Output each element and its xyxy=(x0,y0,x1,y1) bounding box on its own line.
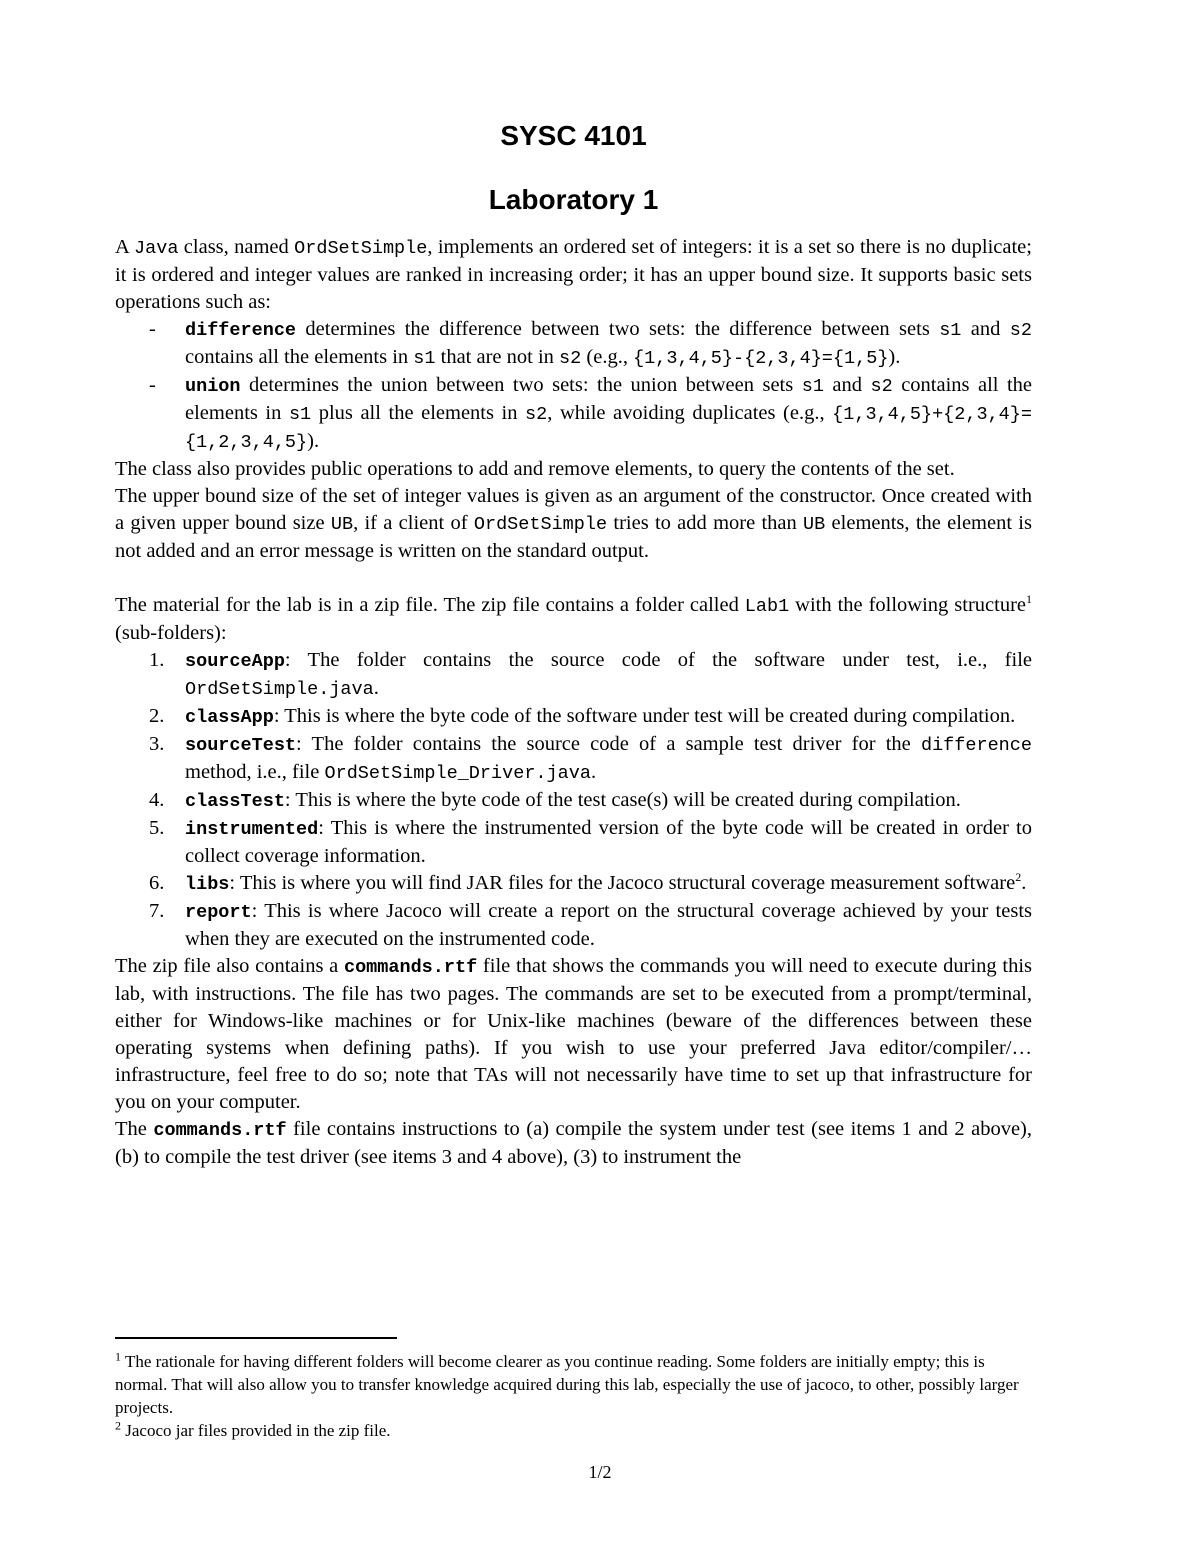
list-item: 2. classApp: This is where the byte code of the software under test will be created during compilation. xyxy=(149,705,1016,728)
list-item: 1. sourceApp: The folder contains the source code of the software under test, i.e., file OrdSetSimple.java. xyxy=(149,649,1032,700)
paragraph-spacer xyxy=(115,565,1032,592)
footnote-2: $^2$ Jacoco jar files provided in the zip file. xyxy=(115,1418,391,1440)
list-item-difference: - difference determines the difference between two sets: the difference between sets s1 and s2 contains all the elements in s1 that are not in s2 (e.g., {1,3,4,5}-{2,3,4}={1,5}). xyxy=(185,316,1032,372)
list-item: 3. sourceTest: The folder contains the source code of a sample test driver for the difference method, i.e., file OrdSetSimple_Driver.java. xyxy=(149,733,1032,784)
document-page xyxy=(115,112,1032,1171)
list-item: 6. libs: This is where you will find JAR files for the Jacoco structural coverage measurement software$^2$. xyxy=(149,870,1027,895)
upper-bound-paragraph: The upper bound size of the set of integer values is given as an argument of the constructor. Once created with a given upper bound size UB, if a client of OrdSetSimple tries to add more than UB elements, the element is not added and an error message is written on the standard output. xyxy=(115,485,1032,562)
material-paragraph: The material for the lab is in a zip file. The zip file contains a folder called Lab1 with the following structure$^1$ (sub-folders): xyxy=(115,592,1032,644)
operations-list xyxy=(115,316,1032,456)
footnotes xyxy=(115,1350,1032,1442)
page-subtitle: Laboratory 1 xyxy=(488,184,659,215)
folder-list xyxy=(115,647,1032,953)
footnote-ref-1: 1 xyxy=(1026,592,1032,607)
page-number: 1/2 xyxy=(588,1462,612,1482)
list-item: 4. classTest: This is where the byte code of the test case(s) will be created during compilation. xyxy=(149,789,961,812)
commands-paragraph: The zip file also contains a commands.rtf file that shows the commands you will need to execute during this lab, with instructions. The file has two pages. The commands are set to be executed from a prompt/terminal, either for Windows-like machines or for Unix-like machines (beware of the differences between these operating systems when defining paths). If you wish to use your preferred Java editor/compiler/… infrastructure, feel free to do so; note that TAs will not necessarily have time to set up that infrastructure for you on your computer. xyxy=(115,955,1032,1113)
list-item: 7. report: This is where Jacoco will create a report on the structural coverage achieved by your tests when they are executed on the instrumented code. xyxy=(149,900,1032,950)
public-operations-paragraph: The class also provides public operations to add and remove elements, to query the contents of the set. xyxy=(115,458,955,480)
list-item: 5. instrumented: This is where the instrumented version of the byte code will be created in order to collect coverage information. xyxy=(149,817,1032,867)
intro-paragraph: A Java class, named OrdSetSimple, implements an ordered set of integers: it is a set so there is no duplicate; it is ordered and integer values are ranked in increasing order; it has an upper bound size. It supports basic sets operations such as: xyxy=(115,236,1032,313)
page-title: SYSC 4101 xyxy=(500,120,647,151)
list-item-union: - union determines the union between two sets: the union between sets s1 and s2 contains all the elements in s1 plus all the elements in s2, while avoiding duplicates (e.g., {1,3,4,5}+{2,3,4}={1,2,3,4,5}). xyxy=(185,372,1032,456)
footnote-1: $^1$ The rationale for having different folders will become clearer as you continue reading. Some folders are initially empty; this is normal. That will also allow you to transfer knowledge acquired during this lab, especially the use of jacoco, to other, possibly larger projects. xyxy=(115,1349,1019,1417)
instructions-paragraph: The commands.rtf file contains instructions to (a) compile the system under test (see items 1 and 2 above), (b) to compile the test driver (see items 3 and 4 above), (3) to instrument the xyxy=(115,1118,1033,1168)
footnote-separator xyxy=(115,1337,397,1339)
footnote-ref-2: 2 xyxy=(1015,870,1022,885)
